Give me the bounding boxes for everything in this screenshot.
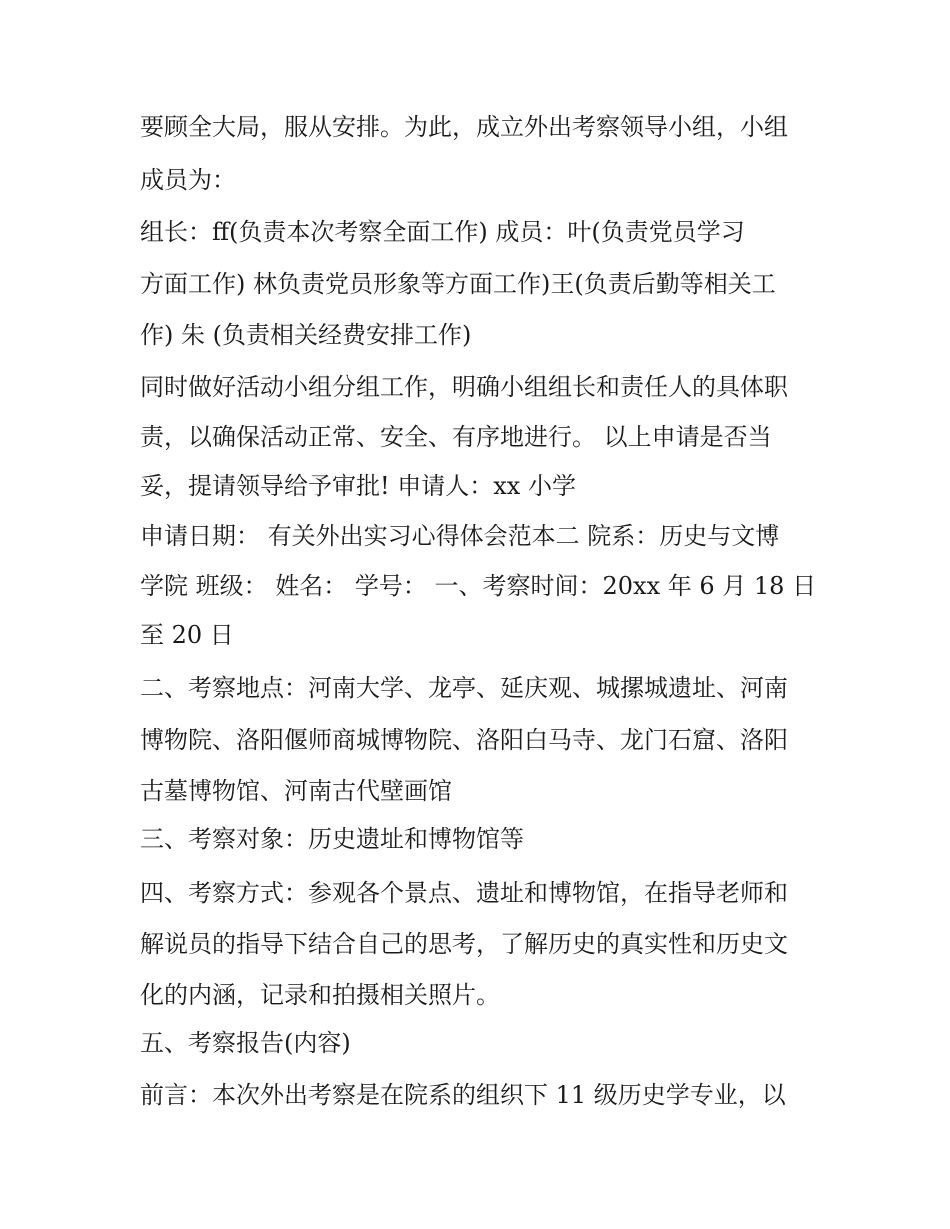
text-line: 作) 朱 (负责相关经费安排工作) (140, 321, 472, 349)
text-line: 成员为： (140, 166, 236, 194)
text-line: 化的内涵，记录和拍摄相关照片。 (140, 981, 500, 1009)
text-line: 至 20 日 (140, 621, 234, 649)
text-line: 前言：本次外出考察是在院系的组织下 11 级历史学专业，以 (140, 1081, 786, 1109)
text-line: 解说员的指导下结合自己的思考，了解历史的真实性和历史文 (140, 930, 788, 958)
text-line: 同时做好活动小组分组工作，明确小组组长和责任人的具体职 (140, 373, 788, 401)
text-line: 要顾全大局，服从安排。为此，成立外出考察领导小组，小组 (140, 113, 788, 141)
text-line: 二、考察地点：河南大学、龙亭、延庆观、城摞城遗址、河南 (140, 674, 788, 702)
text-line: 妥，提请领导给予审批! 申请人：xx 小学 (140, 472, 576, 500)
text-line: 申请日期： 有关外出实习心得体会范本二 院系：历史与文博 (140, 522, 780, 550)
text-line: 三、考察对象：历史遗址和博物馆等 (140, 825, 524, 853)
text-line: 五、考察报告(内容) (140, 1029, 351, 1057)
text-line: 博物院、洛阳偃师商城博物院、洛阳白马寺、龙门石窟、洛阳 (140, 726, 788, 754)
text-line: 学院 班级： 姓名： 学号： 一、考察时间：20xx 年 6 月 18 日 (140, 572, 817, 600)
text-line: 方面工作) 林负责党员形象等方面工作)王(负责后勤等相关工 (140, 270, 776, 298)
text-line: 组长：ff(负责本次考察全面工作) 成员：叶(负责党员学习 (140, 218, 745, 246)
text-line: 四、考察方式：参观各个景点、遗址和博物馆，在指导老师和 (140, 879, 788, 907)
text-line: 责，以确保活动正常、安全、有序地进行。 以上申请是否当 (140, 423, 772, 451)
text-line: 古墓博物馆、河南古代壁画馆 (140, 777, 452, 805)
